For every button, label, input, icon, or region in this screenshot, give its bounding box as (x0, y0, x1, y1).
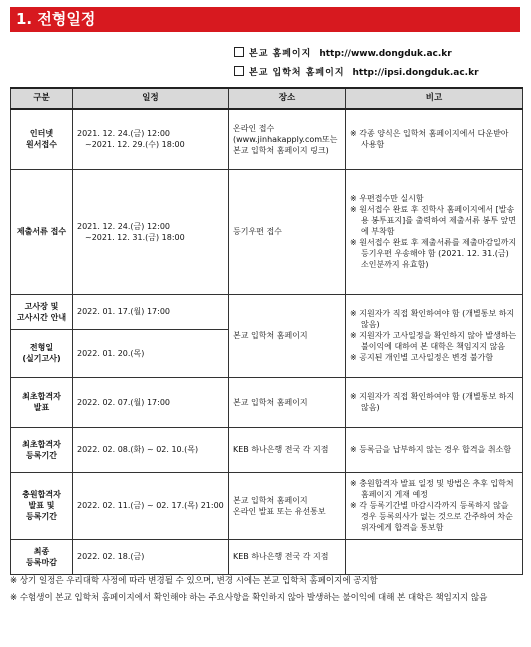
row-category: 인터넷 원서접수 (11, 109, 73, 169)
schedule-table (10, 87, 523, 575)
row-place: 본교 입학처 홈페이지 (229, 377, 346, 427)
row-notes: ※ 우편접수만 실시함 ※ 원서접수 완료 후 진학사 홈페이지에서 [발송용 봉투표지]를 출력하여 제출서류 봉투 앞면에 부착함 ※ 원서접수 완료 후 제출서류를 제출마감일까지 등기우편 우송해야 함 (2021. 12. 31.(금) 소인분까지 유효함) (346, 169, 523, 294)
checkbox-icon (234, 66, 244, 76)
header-place: 장소 (229, 88, 346, 109)
row-category: 최종 등록마감 (11, 539, 73, 574)
row-schedule: 2022. 01. 20.(목) (73, 329, 229, 377)
row-notes (346, 539, 523, 574)
table-row (11, 109, 523, 169)
row-place: 본교 입학처 홈페이지 온라인 발표 또는 유선통보 (229, 472, 346, 539)
row-schedule: 2021. 12. 24.(금) 12:00 ~2021. 12. 31.(금) 18:00 (73, 169, 229, 294)
row-schedule: 2022. 01. 17.(월) 17:00 (73, 294, 229, 329)
row-place: KEB 하나은행 전국 각 지점 (229, 427, 346, 472)
row-schedule: 2022. 02. 07.(월) 17:00 (73, 377, 229, 427)
table-row (11, 169, 523, 294)
link-label: 본교 홈페이지 (249, 49, 312, 59)
checkbox-icon (234, 47, 244, 57)
table-row (11, 377, 523, 427)
homepage-link-main[interactable] (234, 45, 479, 64)
header-notes: 비고 (346, 88, 523, 109)
table-row (11, 539, 523, 574)
row-category: 제출서류 접수 (11, 169, 73, 294)
row-notes: ※ 지원자가 직접 확인하여야 함 (개별통보 하지 않음) (346, 377, 523, 427)
row-schedule: 2022. 02. 08.(화) ~ 02. 10.(목) (73, 427, 229, 472)
link-url[interactable]: http://www.dongduk.ac.kr (319, 49, 452, 59)
row-place: 본교 입학처 홈페이지 (229, 294, 346, 377)
table-header-row (11, 88, 523, 109)
row-place: 온라인 접수 (www.jinhakapply.com또는 본교 입학처 홈페이지 링크) (229, 109, 346, 169)
row-schedule: 2021. 12. 24.(금) 12:00 ~2021. 12. 29.(수) 18:00 (73, 109, 229, 169)
footnotes (10, 573, 522, 607)
homepage-links (234, 45, 479, 83)
row-notes: ※ 각종 양식은 입학처 홈페이지에서 다운받아 사용함 (346, 109, 523, 169)
table-row (11, 294, 523, 329)
row-place: KEB 하나은행 전국 각 지점 (229, 539, 346, 574)
row-category: 최초합격자 등록기간 (11, 427, 73, 472)
footnote: ※ 수험생이 본교 입학처 홈페이지에서 확인해야 하는 주요사항을 확인하지 않아 발생하는 불이익에 대해 본 대학은 책임지지 않음 (10, 593, 488, 603)
table-row (11, 427, 523, 472)
row-place: 등기우편 접수 (229, 169, 346, 294)
link-url[interactable]: http://ipsi.dongduk.ac.kr (352, 68, 479, 78)
row-notes: ※ 지원자가 직접 확인하여야 함 (개별통보 하지 않음) ※ 지원자가 고사일정을 확인하지 않아 발생하는 불이익에 대하여 본 대학은 책임지지 않음 ※ 공지된 개인별 고사일정은 변경 불가함 (346, 294, 523, 377)
row-schedule: 2022. 02. 18.(금) (73, 539, 229, 574)
header-schedule: 일정 (73, 88, 229, 109)
section-title: 1. 전형일정 (10, 7, 520, 32)
link-label: 본교 입학처 홈페이지 (249, 68, 345, 78)
row-category: 고사장 및 고사시간 안내 (11, 294, 73, 329)
row-notes: ※ 충원합격자 발표 일정 및 방법은 추후 입학처 홈페이지 게재 예정 ※ 각 등록기간별 마감시각까지 등록하지 않을 경우 등록의사가 없는 것으로 간주하여 차순위자에게 합격을 통보함 (346, 472, 523, 539)
row-category: 충원합격자 발표 및 등록기간 (11, 472, 73, 539)
homepage-link-admission[interactable] (234, 64, 479, 83)
row-category: 최초합격자 발표 (11, 377, 73, 427)
row-category: 전형일 (실기고사) (11, 329, 73, 377)
table-row (11, 472, 523, 539)
row-schedule: 2022. 02. 11.(금) ~ 02. 17.(목) 21:00 (73, 472, 229, 539)
footnote: ※ 상기 일정은 우리대학 사정에 따라 변경될 수 있으며, 변경 시에는 본교 입학처 홈페이지에 공지함 (10, 576, 378, 586)
row-notes: ※ 등록금을 납부하지 않는 경우 합격을 취소함 (346, 427, 523, 472)
header-category: 구분 (11, 88, 73, 109)
